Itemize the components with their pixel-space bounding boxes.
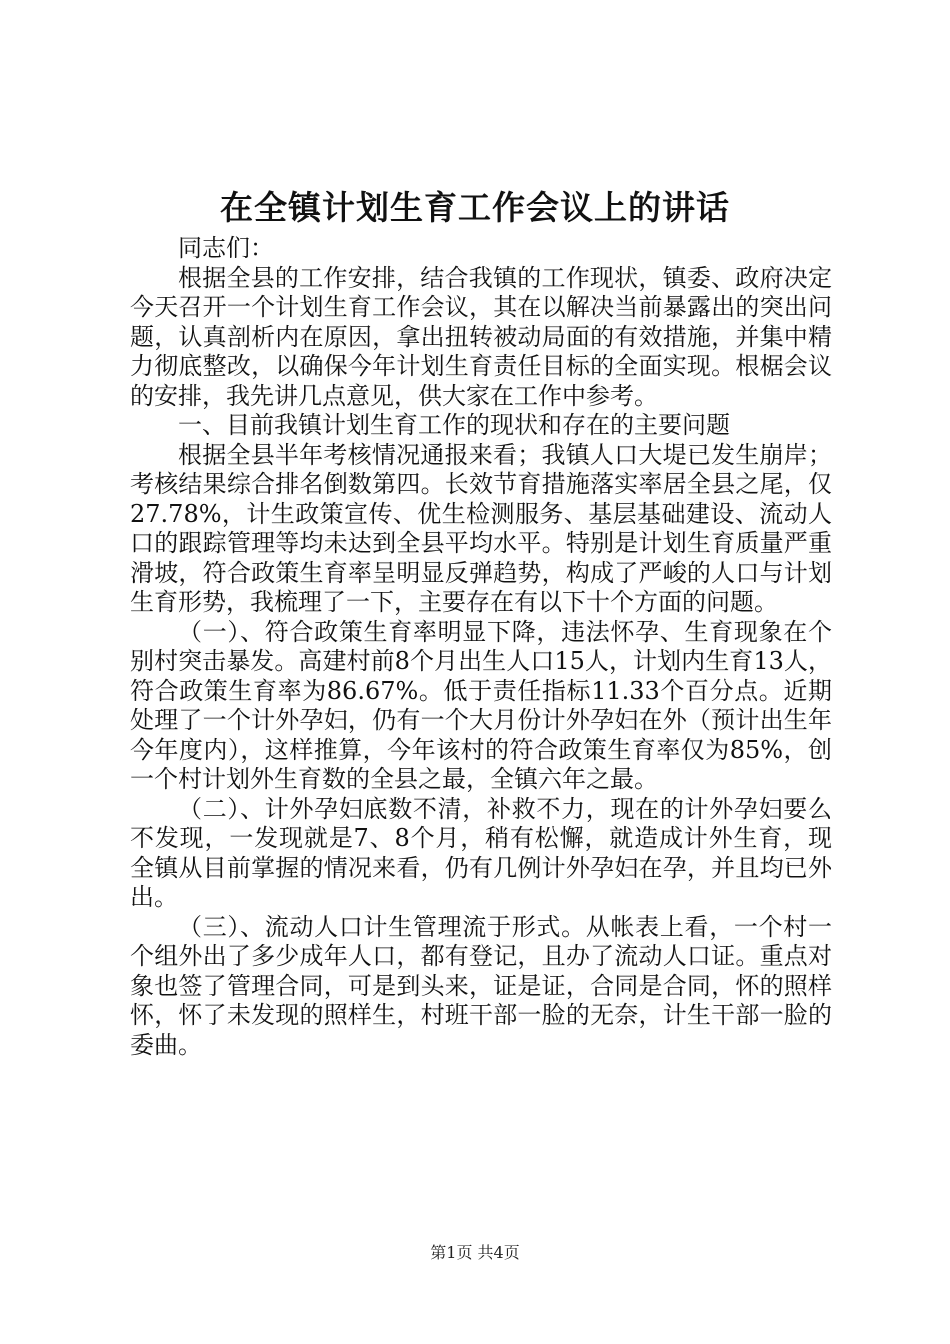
document-body [130, 234, 832, 1060]
body-paragraph: （三）、流动人口计生管理流于形式。从帐表上看，一个村一个组外出了多少成年人口，都有登记，且办了流动人口证。重点对象也签了管理合同，可是到头来，证是证，合同是合同，怀的照样怀，怀了未发现的照样生，村班干部一脸的无奈，计生干部一脸的委曲。 [130, 912, 832, 1059]
document-title: 在全镇计划生育工作会议上的讲话 [220, 188, 730, 227]
salutation: 同志们： [178, 234, 274, 262]
body-paragraph: （一）、符合政策生育率明显下降，违法怀孕、生育现象在个别村突击暴发。高建村前8个月出生人口15人，计划内生育13人，符合政策生育率为86.67%。低于责任指标11.33个百分点。近期处理了一个计外孕妇，仍有一个大月份计外孕妇在外（预计出生年今年度内），这样推算，今年该村的符合政策生育率仅为85%，创一个村计划外生育数的全县之最，全镇六年之最。 [130, 617, 832, 793]
page-number-footer: 第1页 共4页 [430, 1243, 520, 1262]
body-paragraph: 根据全县半年考核情况通报来看；我镇人口大堤已发生崩岸；考核结果综合排名倒数第四。长效节育措施落实率居全县之尾，仅27.78%，计生政策宣传、优生检测服务、基层基础建设、流动人口的跟踪管理等均未达到全县平均水平。特别是计划生育质量严重滑坡，符合政策生育率呈明显反弹趋势，构成了严峻的人口与计划生育形势，我梳理了一下，主要存在有以下十个方面的问题。 [130, 440, 832, 616]
body-paragraph: 根据全县的工作安排，结合我镇的工作现状，镇委、政府决定今天召开一个计划生育工作会议，其在以解决当前暴露出的突出问题，认真剖析内在原因，拿出扭转被动局面的有效措施，并集中精力彻底整改，以确保今年计划生育责任目标的全面实现。根椐会议的安排，我先讲几点意见，供大家在工作中参考。 [130, 263, 832, 410]
body-paragraph: （二）、计外孕妇底数不清，补救不力，现在的计外孕妇要么不发现，一发现就是7、8个月，稍有松懈，就造成计外生育，现全镇从目前掌握的情况来看，仍有几例计外孕妇在孕，并且均已外出。 [130, 794, 832, 911]
section-heading: 一、目前我镇计划生育工作的现状和存在的主要问题 [178, 411, 730, 439]
